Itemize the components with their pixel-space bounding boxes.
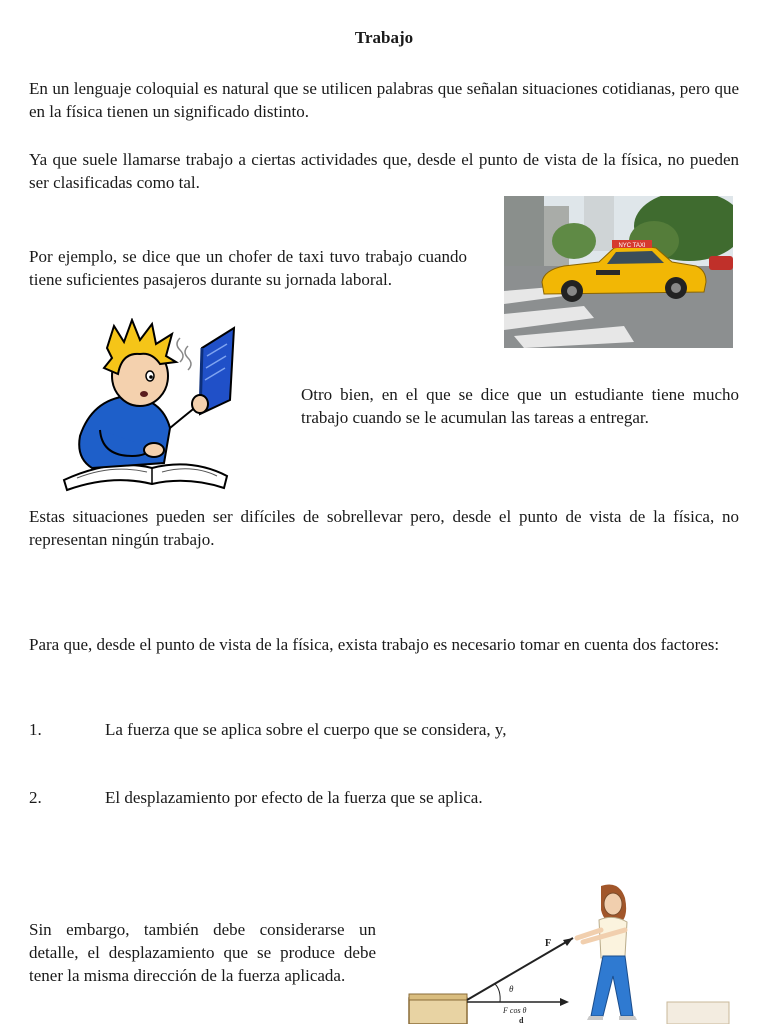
person-pulling-rope-diagram bbox=[405, 880, 735, 1024]
paragraph-no-work: Estas situaciones pueden ser difíciles de sobrellevar pero, desde el punto de vista de la física, no representan ningún trabajo. bbox=[29, 507, 739, 549]
student-reading-illustration bbox=[52, 318, 242, 493]
component-label: F cos θ bbox=[503, 1006, 527, 1015]
list-item-text: La fuerza que se aplica sobre el cuerpo que se considera, y, bbox=[105, 720, 507, 739]
list-item-number: 1. bbox=[29, 720, 42, 739]
paragraph-activities: Ya que suele llamarse trabajo a ciertas actividades que, desde el punto de vista de la física, no pueden ser clasificadas como tal. bbox=[29, 150, 739, 192]
list-item-text: El desplazamiento por efecto de la fuerza que se aplica. bbox=[105, 788, 483, 807]
paragraph-taxi-example: Por ejemplo, se dice que un chofer de taxi tuvo trabajo cuando tiene suficientes pasajeros durante su jornada laboral. bbox=[29, 247, 467, 289]
taxi-photo bbox=[504, 196, 733, 348]
paragraph-two-factors: Para que, desde el punto de vista de la física, exista trabajo es necesario tomar en cuenta dos factores: bbox=[29, 635, 720, 654]
displacement-label: d bbox=[519, 1016, 524, 1024]
paragraph-intro: En un lenguaje coloquial es natural que se utilicen palabras que señalan situaciones cotidianas, pero que en la física tienen un significado distinto. bbox=[29, 79, 739, 121]
paragraph-student-example: Otro bien, en el que se dice que un estudiante tiene mucho trabajo cuando se le acumulan las tareas a entregar. bbox=[301, 385, 739, 427]
page-title: Trabajo bbox=[354, 28, 414, 47]
paragraph-direction-detail: Sin embargo, también debe considerarse un detalle, el desplazamiento que se produce debe tener la misma dirección de la fuerza aplicada. bbox=[29, 920, 376, 985]
angle-label: θ bbox=[509, 984, 514, 994]
taxi-sign: NYC TAXI bbox=[618, 243, 646, 249]
force-label: F bbox=[545, 938, 552, 949]
list-item-number: 2. bbox=[29, 788, 42, 807]
